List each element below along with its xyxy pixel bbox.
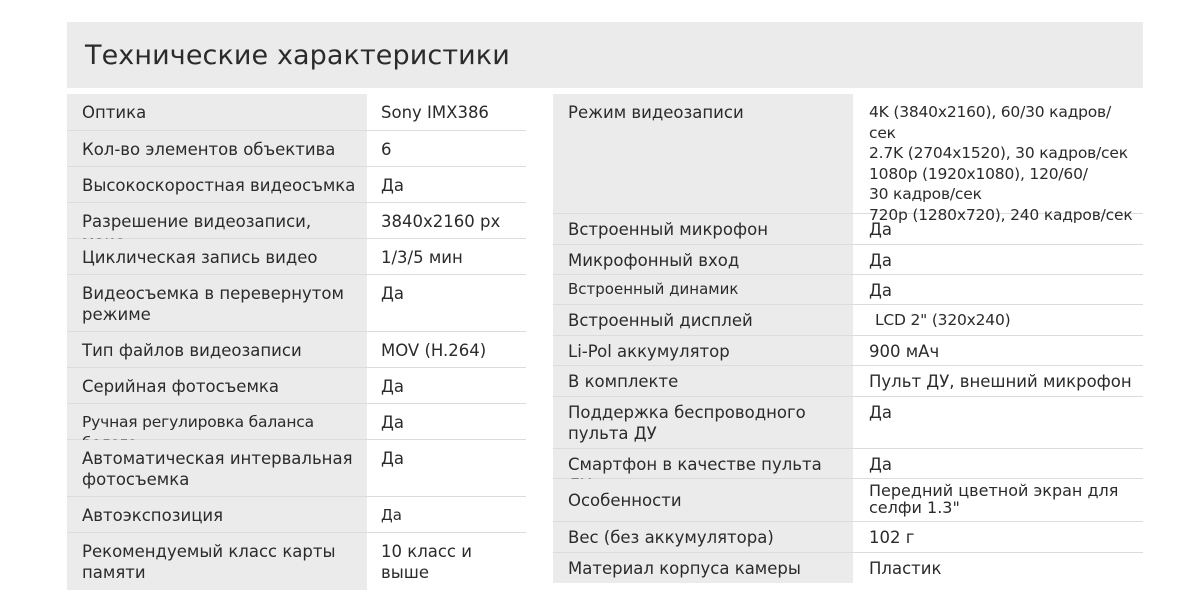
spec-row: [67, 131, 526, 167]
spec-row: [67, 368, 526, 404]
spec-value: Да: [869, 220, 893, 239]
spec-label: Встроенный микрофон: [553, 214, 853, 244]
spec-row: [67, 239, 526, 275]
spec-row: [553, 522, 1143, 553]
spec-value: Пульт ДУ, внешний микрофон: [869, 372, 1132, 391]
spec-row: [553, 479, 1143, 522]
spec-label: Высокоскоростная видеосъмка: [67, 167, 367, 202]
spec-label: Смартфон в качестве пульта: [553, 449, 853, 478]
spec-label: Серийная фотосъемка: [67, 368, 367, 403]
spec-row: [67, 203, 526, 239]
spec-row: [67, 332, 526, 368]
spec-value: MOV (H.264): [381, 341, 487, 360]
spec-value: Да: [381, 449, 405, 468]
spec-row: [553, 214, 1143, 245]
spec-row: [553, 275, 1143, 305]
spec-label: Кол-во элементов объектива: [67, 131, 367, 166]
spec-value: Да: [869, 455, 893, 474]
spec-label: В комплекте: [553, 366, 853, 396]
spec-label: Li-Pol аккумулятор: [553, 336, 853, 365]
spec-value: 900 мАч: [869, 342, 940, 361]
spec-row: [67, 275, 526, 332]
spec-label: Встроенный дисплей: [553, 305, 853, 335]
spec-row: [67, 94, 526, 131]
spec-value: 6: [381, 140, 392, 159]
spec-value: Передний цветной экран для селфи 1.3": [869, 481, 1119, 517]
spec-value: Да: [869, 251, 893, 270]
spec-header: [67, 22, 1143, 88]
spec-value: Да: [381, 176, 405, 195]
spec-label: Автоэкспозиция: [67, 497, 367, 532]
spec-label: Встроенный динамик: [553, 275, 853, 304]
spec-value: Да: [869, 281, 893, 300]
spec-label: Режим видеозаписи: [553, 94, 853, 213]
spec-row: [553, 449, 1143, 479]
spec-label: Рекомендуемый класс карты памяти: [67, 533, 367, 590]
spec-label: Поддержка беспроводного пульта ДУ: [553, 397, 853, 448]
spec-row: [553, 305, 1143, 336]
spec-value: Sony IMX386: [381, 103, 489, 122]
spec-value: Да: [381, 413, 405, 432]
spec-label: Тип файлов видеозаписи: [67, 332, 367, 367]
spec-row: [67, 533, 526, 590]
spec-value: 10 класс и выше: [381, 542, 472, 582]
spec-value: 1/3/5 мин: [381, 248, 463, 267]
spec-label: Вес (без аккумулятора): [553, 522, 853, 552]
spec-value: Да: [381, 506, 402, 524]
spec-label: Видеосъемка в перевернутом режиме: [67, 275, 367, 331]
spec-value: 102 г: [869, 528, 915, 547]
spec-value: Да: [869, 403, 893, 422]
spec-row: [67, 440, 526, 497]
spec-row: [553, 553, 1143, 583]
spec-label: Микрофонный вход: [553, 245, 853, 274]
spec-label: Особенности: [553, 479, 853, 521]
spec-value: Да: [381, 377, 405, 396]
spec-row: [553, 336, 1143, 366]
page-title: Технические характеристики: [85, 39, 510, 71]
spec-value: Пластик: [869, 559, 942, 578]
spec-value: 4K (3840x2160), 60/30 кадров/сек 2.7K (2704x1520), 30 кадров/сек 1080p (1920x1080), 120/60/ 30 кадров/сек 720p (1280x720), 240 кадров/сек: [869, 103, 1133, 224]
spec-label: Материал корпуса камеры: [553, 553, 853, 583]
spec-row: [553, 397, 1143, 449]
spec-row: [553, 94, 1143, 224]
spec-label: Автоматическая интервальная фотосъемка: [67, 440, 367, 496]
spec-row: [67, 497, 526, 533]
spec-label: Разрешение видеозаписи,: [67, 203, 367, 238]
spec-label: Ручная регулировка баланса: [67, 404, 367, 439]
spec-label: Циклическая запись видео: [67, 239, 367, 274]
spec-row: [67, 404, 526, 440]
spec-row: [67, 167, 526, 203]
spec-value: Да: [381, 284, 405, 303]
spec-row: [553, 366, 1143, 397]
spec-value: LCD 2" (320x240): [875, 311, 1011, 329]
spec-label: Оптика: [67, 94, 367, 130]
spec-value: 3840x2160 px: [381, 212, 501, 231]
right-spec-table: [553, 94, 1143, 583]
spec-row: [553, 245, 1143, 275]
left-spec-table: [67, 94, 526, 590]
